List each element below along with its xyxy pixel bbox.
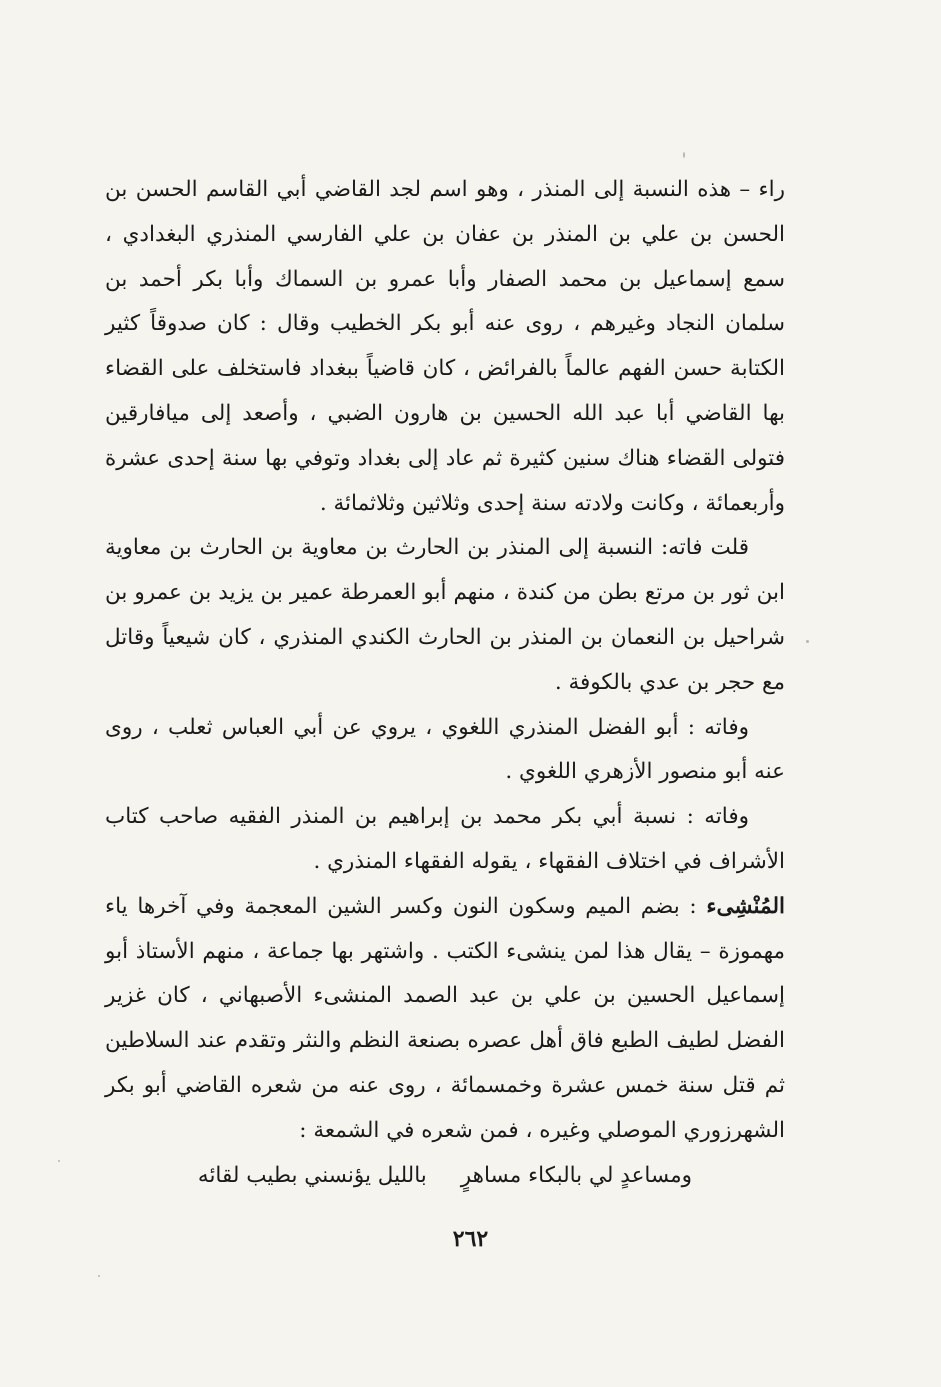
paragraph-almunshi-entry: [105, 885, 785, 1154]
paragraph-almundhiri-entry: [105, 168, 785, 526]
paragraph-abu-bakr-faqih: [105, 795, 785, 885]
scan-speck: [58, 1160, 60, 1162]
paragraph-text: وفاته : نسبة أبي بكر محمد بن إبراهيم بن المنذر الفقيه صاحب كتاب الأشراف في اختلاف الفقهاء ، يقوله الفقهاء المنذري .: [105, 804, 785, 874]
paragraph-text: راء – هذه النسبة إلى المنذر ، وهو اسم لجد القاضي أبي القاسم الحسن بن الحسن بن علي بن المنذر بن عفان بن علي الفارسي المنذري البغدادي ، سمع إسماعيل بن محمد الصفار وأبا عمرو بن السماك وأبا بكر أحمد بن سلمان النجاد وغيرهم ، روى عنه أبو بكر الخطيب وقال : كان صدوقاً كثير الكتابة حسن الفهم عالماً بالفرائض ، كان قاضياً ببغداد فاستخلف على القضاء بها القاضي أبا عبد الله الحسين بن هارون الضبي ، وأصعد إلى ميافارقين فتولى القضاء هناك سنين كثيرة ثم عاد إلى بغداد وتوفي بها سنة إحدى عشرة وأربعمائة ، وكانت ولادته سنة إحدى وثلاثين وثلاثمائة .: [105, 177, 785, 516]
verse-first-hemistich: ومساعدٍ لي بالبكاء مساهرٍ: [460, 1162, 693, 1188]
paragraph-abu-alfadl: [105, 706, 785, 796]
scan-speck: [683, 152, 685, 158]
paragraph-text: قلت فاته: النسبة إلى المنذر بن الحارث بن معاوية بن الحارث بن معاوية ابن ثور بن مرتع بطن من كندة ، منهم أبو العمرطة عمير بن يزيد بن عمرو بن شراحيل بن النعمان بن المنذر بن الحارث الكندي المنذري ، كان شيعياً وقاتل مع حجر بن عدي بالكوفة .: [105, 535, 785, 695]
page-number: ٢٦٢: [452, 1226, 489, 1252]
scan-speck: [806, 640, 809, 643]
scan-speck: [98, 1275, 100, 1277]
verse-second-hemistich: بالليل يؤنسني بطيب لقائه: [197, 1162, 427, 1188]
body-text: [105, 168, 785, 1198]
paragraph-text: وفاته : أبو الفضل المنذري اللغوي ، يروي عن أبي العباس ثعلب ، روى عنه أبو منصور الأزهري اللغوي .: [105, 714, 785, 785]
poem-verse: [105, 1154, 785, 1199]
paragraph-qultu-fatahu: [105, 526, 785, 705]
entry-headword: المُنْشِىء: [706, 893, 785, 919]
paragraph-text: : بضم الميم وسكون النون وكسر الشين المعجمة وفي آخرها ياء مهموزة – يقال هذا لمن ينشىء الكتب . واشتهر بها جماعة ، منهم الأستاذ أبو إسماعيل الحسين بن علي بن عبد الصمد المنشىء الأصبهاني ، كان غزير الفضل لطيف الطبع فاق أهل عصره بصنعة النظم والنثر وتقدم عند السلاطين ثم قتل سنة خمس عشرة وخمسمائة ، روى عنه من شعره القاضي أبو بكر الشهرزوري الموصلي وغيره ، فمن شعره في الشمعة :: [105, 893, 785, 1143]
